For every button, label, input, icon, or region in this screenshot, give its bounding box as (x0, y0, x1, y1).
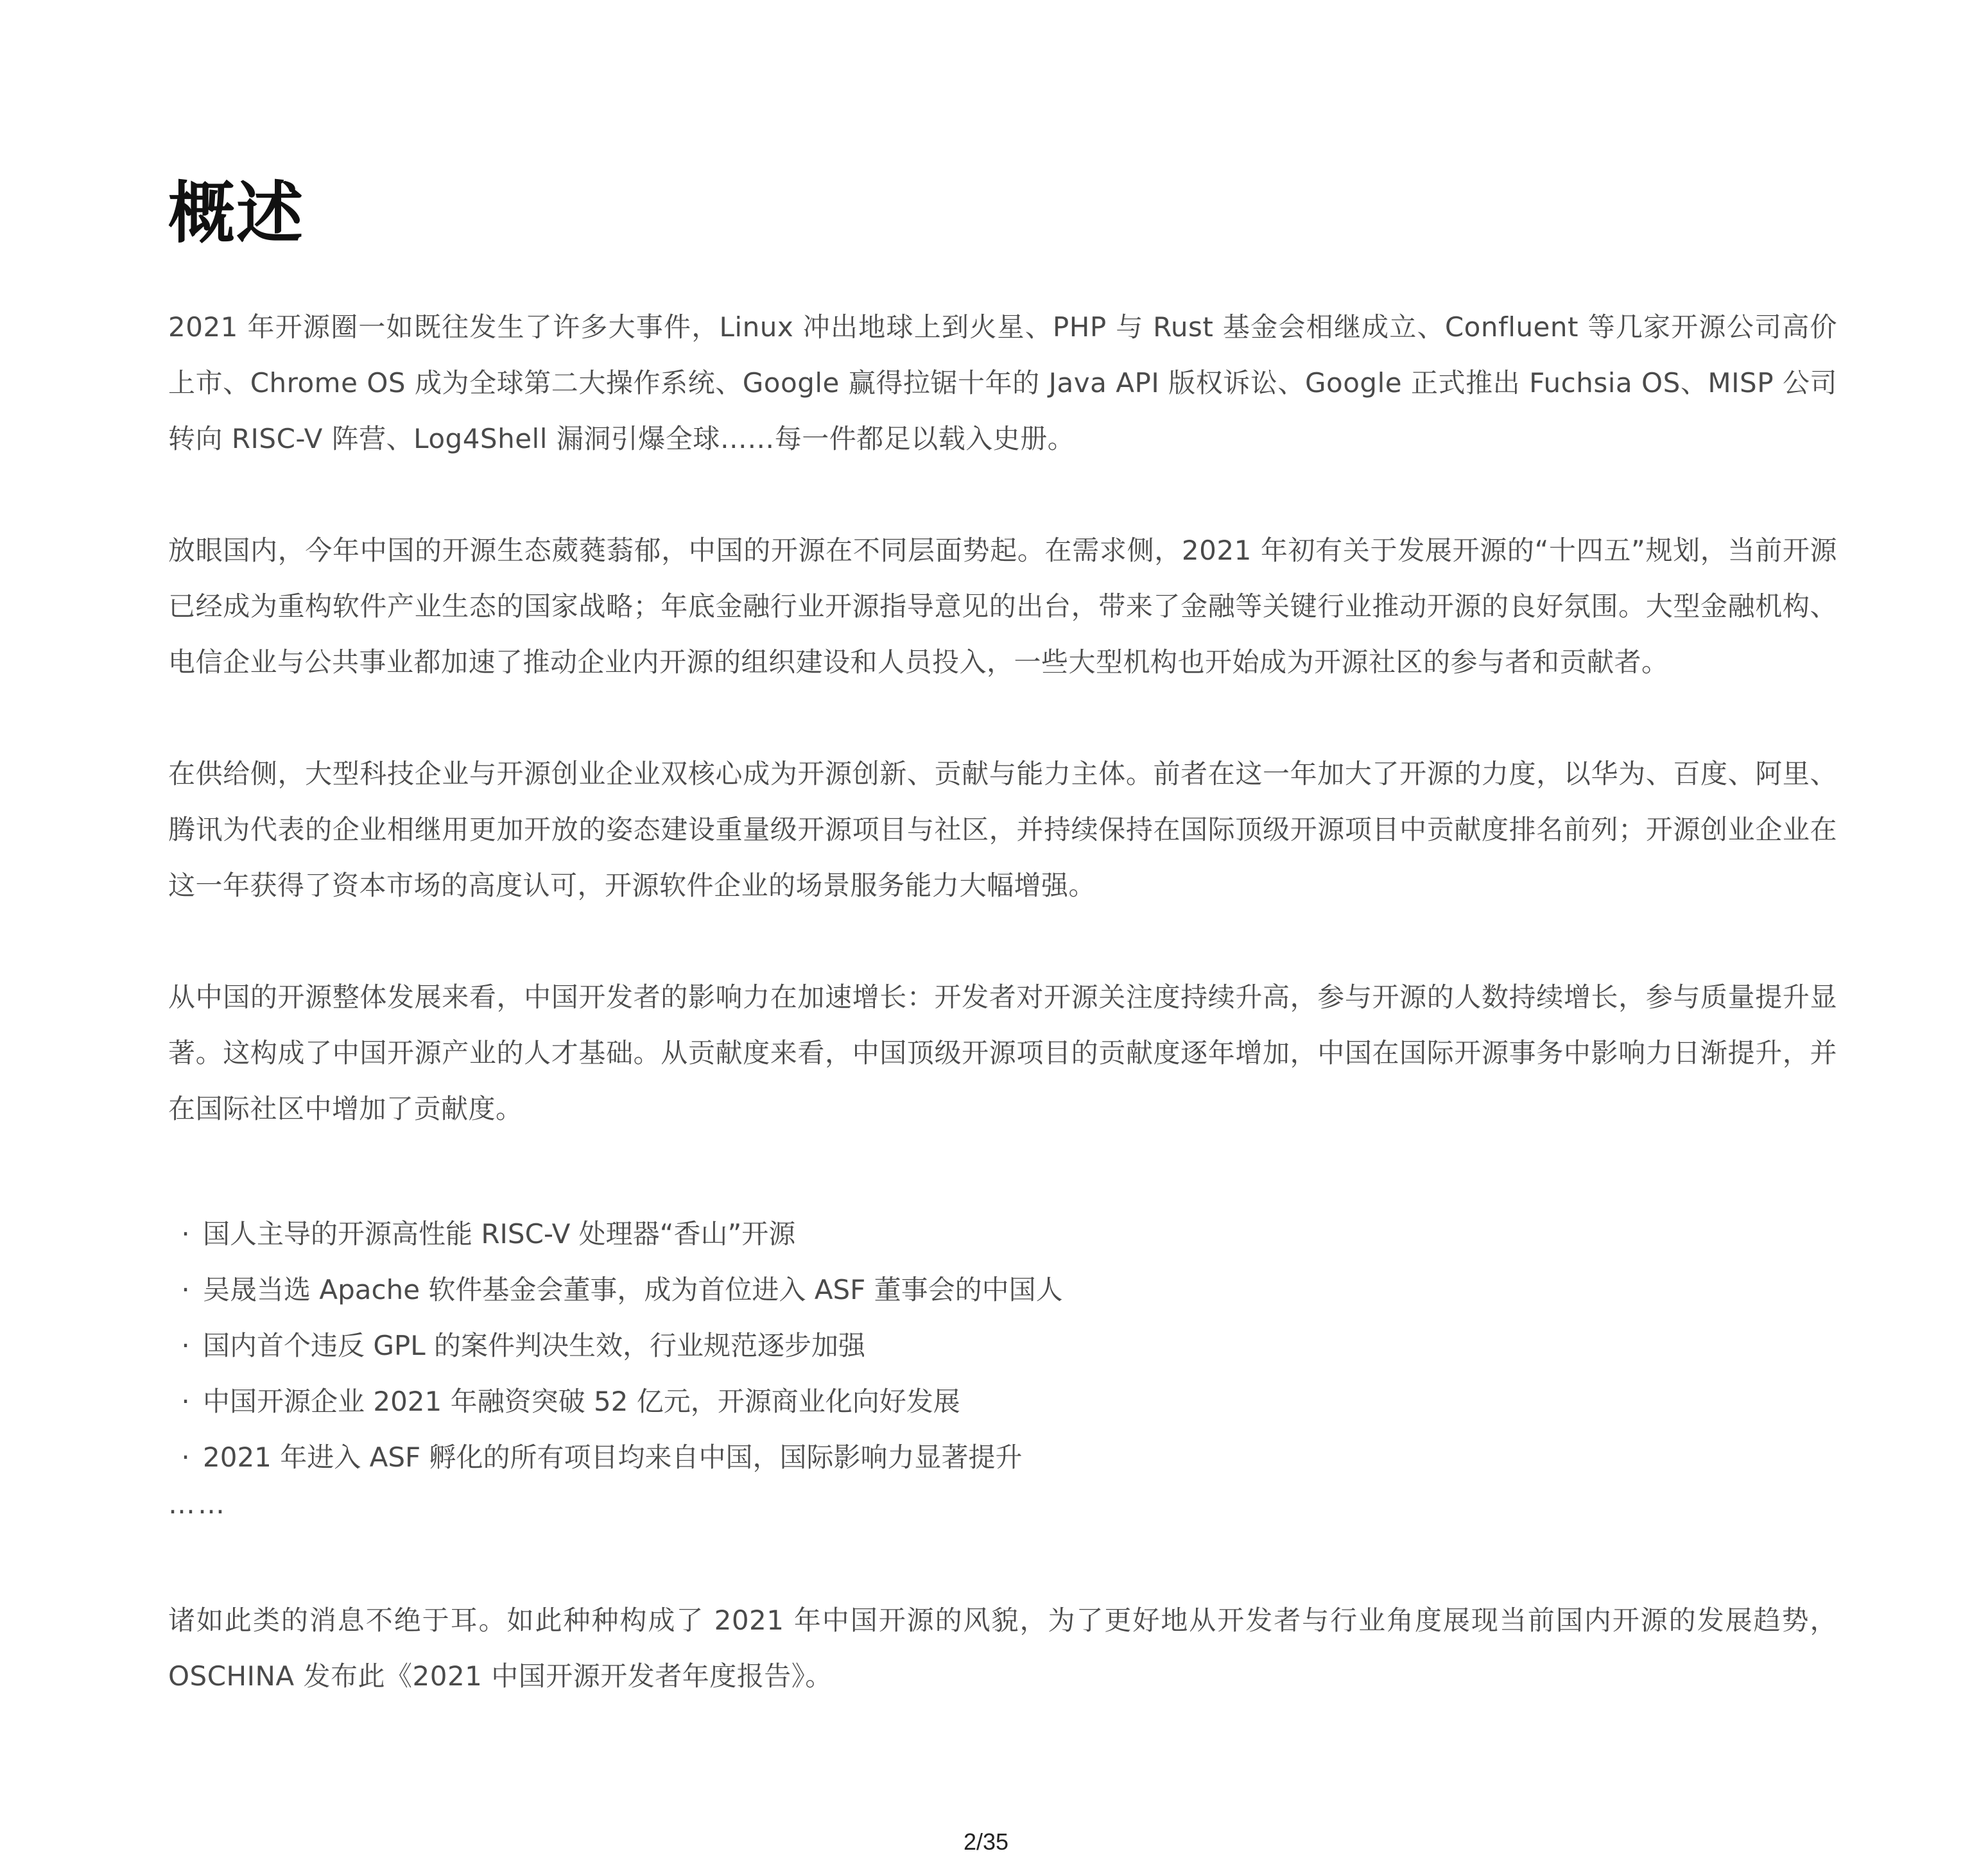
bullet-icon: · (181, 1441, 190, 1473)
list-item (168, 1262, 1837, 1318)
list-ellipsis: …… (168, 1488, 227, 1520)
page-title: 概述 (168, 174, 305, 252)
list-item (168, 1206, 1837, 1262)
bullet-icon: · (181, 1330, 190, 1361)
paragraph-domestic: 放眼国内，今年中国的开源生态葳蕤蓊郁，中国的开源在不同层面势起。在需求侧，2021 年初有关于发展开源的“十四五”规划，当前开源已经成为重构软件产业生态的国家战略；年底金融行业开源指导意见的出台，带来了金融等关键行业推动开源的良好氛围。大型金融机构、电信企业与公共事业都加速了推动企业内开源的组织建设和人员投入，一些大型机构也开始成为开源社区的参与者和贡献者。 (168, 535, 1837, 678)
list-item (168, 1429, 1837, 1485)
list-item-text: 国内首个违反 GPL 的案件判决生效，行业规范逐步加强 (203, 1330, 865, 1361)
list-item-text: 中国开源企业 2021 年融资突破 52 亿元，开源商业化向好发展 (203, 1386, 960, 1417)
page-content (168, 168, 1837, 1704)
paragraph-intro: 2021 年开源圈一如既往发生了许多大事件，Linux 冲出地球上到火星、PHP 与 Rust 基金会相继成立、Confluent 等几家开源公司高价上市、Chrome OS 成为全球第二大操作系统、Google 赢得拉锯十年的 Java API 版权诉讼、Google 正式推出 Fuchsia OS、MISP 公司转向 RISC-V 阵营、Log4Shell 漏洞引爆全球……每一件都足以载入史册。 (168, 311, 1837, 454)
bullet-icon: · (181, 1218, 190, 1250)
list-item (168, 1373, 1837, 1429)
bullet-icon: · (181, 1274, 190, 1305)
bullet-icon: · (181, 1386, 190, 1417)
paragraph-closing: 诸如此类的消息不绝于耳。如此种种构成了 2021 年中国开源的风貌，为了更好地从开发者与行业角度展现当前国内开源的发展趋势，OSCHINA 发布此《2021 中国开源开发者年度报告》。 (168, 1605, 1837, 1692)
list-item-text: 2021 年进入 ASF 孵化的所有项目均来自中国，国际影响力显著提升 (203, 1441, 1023, 1473)
highlights-list (168, 1206, 1837, 1485)
paragraph-supply-side: 在供给侧，大型科技企业与开源创业企业双核心成为开源创新、贡献与能力主体。前者在这一年加大了开源的力度，以华为、百度、阿里、腾讯为代表的企业相继用更加开放的姿态建设重量级开源项目与社区，并持续保持在国际顶级开源项目中贡献度排名前列；开源创业企业在这一年获得了资本市场的高度认可，开源软件企业的场景服务能力大幅增强。 (168, 758, 1837, 901)
list-item-text: 吴晟当选 Apache 软件基金会董事，成为首位进入 ASF 董事会的中国人 (203, 1274, 1063, 1305)
paragraph-overall-development: 从中国的开源整体发展来看，中国开发者的影响力在加速增长：开发者对开源关注度持续升高，参与开源的人数持续增长，参与质量提升显著。这构成了中国开源产业的人才基础。从贡献度来看，中国顶级开源项目的贡献度逐年增加，中国在国际开源事务中影响力日渐提升，并在国际社区中增加了贡献度。 (168, 981, 1837, 1124)
list-item-text: 国人主导的开源高性能 RISC-V 处理器“香山”开源 (203, 1218, 796, 1250)
list-item (168, 1318, 1837, 1373)
page-number: 2/35 (963, 1829, 1009, 1855)
